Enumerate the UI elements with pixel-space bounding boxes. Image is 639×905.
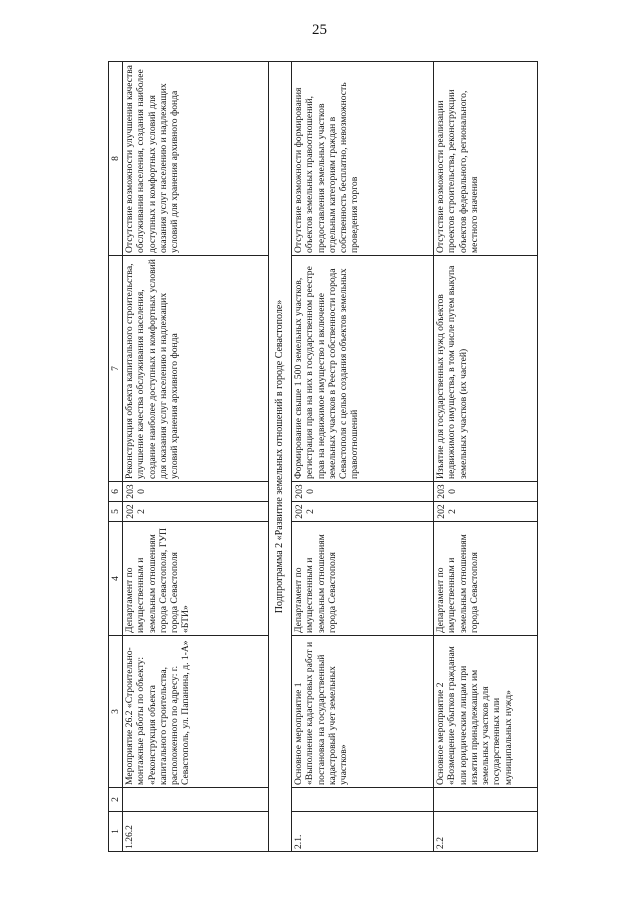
- expected-result: Формирование свыше 1 500 земельных участков, регистрация прав на них в государственном реестре прав на недвижимое имущество и включение земельных участков в Реестр собственности города Севастополя с целью создания объектов земельных правоотношений: [292, 256, 434, 482]
- start-year: 2022: [123, 502, 269, 522]
- row-col-2: [292, 788, 434, 812]
- header-row: [109, 62, 123, 852]
- end-year: 2030: [292, 482, 434, 502]
- row-number: 2.2: [434, 812, 538, 852]
- executor: Департамент по имущественным и земельным отношениям города Севастополя: [292, 522, 434, 636]
- start-year: 2022: [292, 502, 434, 522]
- end-year: 2030: [434, 482, 538, 502]
- header-col-1: 1: [109, 812, 123, 852]
- header-col-3: 3: [109, 636, 123, 788]
- row-col-2: [123, 788, 269, 812]
- header-col-6: 6: [109, 482, 123, 502]
- header-col-4: 4: [109, 522, 123, 636]
- measure-name: Основное мероприятие 1 «Выполнение кадастровых работ и постановка на государственный кадастровый учет земельных участков»: [292, 636, 434, 788]
- header-col-7: 7: [109, 256, 123, 482]
- executor: Департамент по имущественным и земельным отношениям города Севастополя, ГУП города Севастополя «БТИ»: [123, 522, 269, 636]
- consequences: Отсутствие возможности формирования объектов земельных правоотношений, предоставления земельных участков отдельным категориям граждан в собственность бесплатно, невозможность проведения торгов: [292, 62, 434, 256]
- expected-result: Изъятие для государственных нужд объектов недвижимого имущества, в том числе путем выкупа земельных участков (их частей): [434, 256, 538, 482]
- expected-result: Реконструкция объекта капитального строительства, улучшение качества обслуживания населения, создание наиболее доступных и комфортных условий для оказания услуг населению и надлежащих условий хранения архивного фонда: [123, 256, 269, 482]
- subprogram-title: Подпрограмма 2 «Развитие земельных отношений в городе Севастополе»: [269, 62, 292, 852]
- header-col-5: 5: [109, 502, 123, 522]
- measure-name: Мероприятие 26.2 «Строительно-монтажные работы по объекту: «Реконструкция объекта капитального строительства, расположенного по адресу: г. Севастополь, ул. Папанина, д. 1-А»: [123, 636, 269, 788]
- page-number: 25: [312, 22, 327, 38]
- subprogram-row: [269, 62, 292, 852]
- table-row: [434, 62, 538, 852]
- measure-name: Основное мероприятие 2 «Возмещение убытков гражданам или юридическим лицам при изъятии принадлежащих им земельных участков для государственных или муниципальных нужд»: [434, 636, 538, 788]
- table-row: [123, 62, 269, 852]
- start-year: 2022: [434, 502, 538, 522]
- consequences: Отсутствие возможности реализации проектов строительства, реконструкции объектов федерального, регионального, местного значения: [434, 62, 538, 256]
- row-number: 1.26.2: [123, 812, 269, 852]
- measures-table: [108, 61, 538, 852]
- row-col-2: [434, 788, 538, 812]
- header-col-2: 2: [109, 788, 123, 812]
- consequences: Отсутствие возможности улучшения качества обслуживания населения, создания наиболее доступных и комфортных условий для оказания услуг населению и надлежащих условий для хранения архивного фонда: [123, 62, 269, 256]
- executor: Департамент по имущественным и земельным отношениям города Севастополя: [434, 522, 538, 636]
- header-col-8: 8: [109, 62, 123, 256]
- row-number: 2.1.: [292, 812, 434, 852]
- rotated-table-wrapper: [108, 62, 538, 852]
- end-year: 2030: [123, 482, 269, 502]
- table-row: [292, 62, 434, 852]
